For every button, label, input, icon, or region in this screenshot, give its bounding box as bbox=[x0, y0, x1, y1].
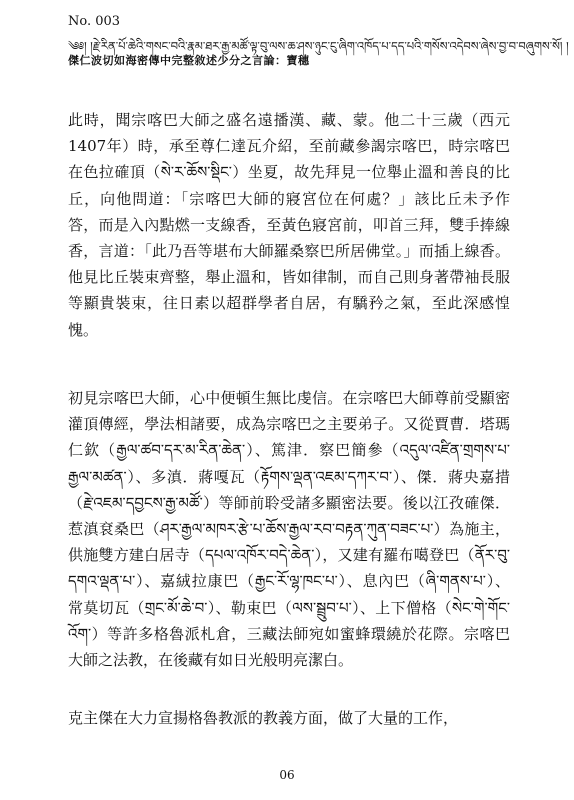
page-number: 06 bbox=[279, 768, 295, 782]
header-tibetan-title: ༄༅། །རྗེ་རིན་པོ་ཆེའི་གསང་བའི་རྣམ་ཐར་རྒྱ་མཚོ་ལྟ་བུ་ལས་ཆ་ཤས་ཉུང་ངུ་ཞིག་འཁོད་པ་དད་པའི་གསོས་འདེབས་ཞེས་བྱ་བ་བཞུགས་སོ། ། bbox=[68, 39, 569, 53]
paragraph-3: 克主傑在大力宣揚格魯教派的教義方面，做了大量的工作， bbox=[68, 709, 459, 727]
header-number: No. 003 bbox=[68, 14, 121, 29]
paragraph-1: 此時，聞宗喀巴大師之盛名遠播漢、藏、蒙。他二十三歲（西元1407年）時，承至尊仁達瓦介紹，至前藏參謁宗喀巴，時宗喀巴在色拉確頂（སེ་ར་ཆོས་སྡིང་）坐夏，故先拜見一位舉止溫和善良的比丘，向他問道：「宗喀巴大師的寢宮位在何處？」該比丘未予作答，而是入內點燃一支線香，至黃色寢宮前，叩首三拜，雙手捧線香，言道：「此乃吾等堪布大師羅桑察巴所居佛堂。」而插上線香。他見比丘裝束齊整，舉止溫和，皆如律制，而自己則身著帶袖長服等顯貴裝束，往日素以超群學者自居，有驕矜之氣，至此深感惶愧。 bbox=[68, 111, 510, 339]
paragraph-2: 初見宗喀巴大師，心中便頓生無比虔信。在宗喀巴大師尊前受顯密灌頂傳經，學法相諸要，成為宗喀巴之主要弟子。又從賈曹．塔瑪仁欽（རྒྱལ་ཚབ་དར་མ་རིན་ཆེན་）、篤津．察巴簡參（འདུལ་འཛིན་གྲགས་པ་རྒྱལ་མཚན་）、多滇．蔣嘎瓦（རྟོགས་ལྡན་འཇམ་དཀར་བ་）、傑．蔣央嘉措（རྗེ་འཇམ་དབྱངས་རྒྱ་མཚོ་）等師前聆受諸多顯密法要。後以江孜確傑．惹滇袞桑巴（ཤར་རྒྱལ་མཁར་རྩེ་པ་ཆོས་རྒྱལ་རབ་བརྟན་ཀུན་བཟང་པ་）為施主，供施雙方建白居寺（དཔལ་འཁོར་བདེ་ཆེན་），又建有羅布噶登巴（ནོར་བུ་དགའ་ལྡན་པ་）、嘉絨拉康巴（རྒྱང་རོ་ལྷ་ཁང་པ་）、息內巴（ཞི་གནས་པ་）、常莫切瓦（གྲང་མོ་ཆེ་བ་）、勒束巴（ལས་སྦྲུབ་པ་）、上下僧格（སེང་གེ་གོང་འོག་）等許多格魯派札倉，三藏法師宛如蜜蜂環繞於花際。宗喀巴大師之法教，在後藏有如日光般明亮潔白。 bbox=[68, 389, 510, 670]
header-chinese-title: 傑仁波切如海密傳中完整敘述少分之言論：寶穗 bbox=[68, 54, 310, 67]
